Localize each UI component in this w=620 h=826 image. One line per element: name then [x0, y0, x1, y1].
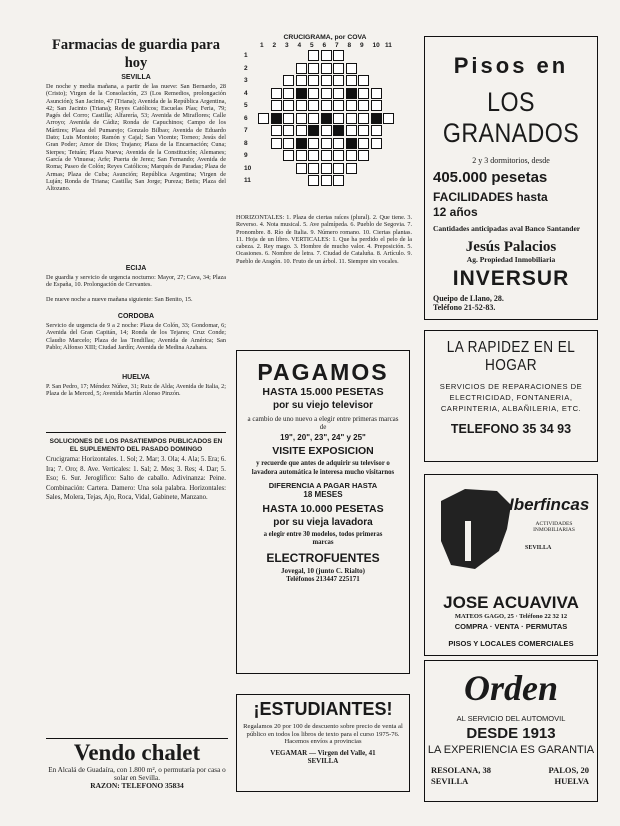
crossword-cell [358, 75, 369, 86]
crossword-cell [271, 113, 282, 124]
huelva-header: HUELVA [122, 374, 150, 381]
crossword-row-number: 10 [244, 164, 252, 172]
pisos-text: Cantidades anticipadas aval Banco Santander [433, 224, 581, 234]
crossword-cell [296, 63, 307, 74]
crossword-cell [308, 163, 319, 174]
pisos-agent: Jesús Palacios [465, 239, 557, 256]
crossword-col-number: 7 [335, 42, 339, 49]
ecija-note: De nueve noche a nueve mañana siguiente: San Benito, 15. [46, 296, 193, 303]
iberfincas-address: MATEOS GAGO, 25 · Teléfono 22 32 12 [454, 613, 568, 620]
estudiantes-title: ¡ESTUDIANTES! [253, 699, 393, 719]
pagamos-meses: 18 MESES [303, 489, 343, 499]
pagamos-brand: ELECTROFUENTES [266, 551, 380, 566]
iberfincas-services2: PISOS Y LOCALES COMERCIALES [448, 639, 574, 648]
crossword-cell [358, 150, 369, 161]
crossword-col-number: 10 [372, 42, 380, 49]
pagamos-address: Jovegal, 10 (junto C. Rialto) [281, 567, 365, 576]
crossword-cell [333, 163, 344, 174]
orden-slogan: LA EXPERIENCIA ES GARANTIA [427, 744, 595, 757]
orden-ad [424, 660, 598, 802]
crossword-cell [271, 125, 282, 136]
pagamos-sub3: HASTA 10.000 PESETAS [262, 502, 384, 515]
pagamos-sub2: por su viejo televisor [272, 400, 374, 411]
ecija-header: ECIJA [125, 265, 147, 272]
divider [46, 432, 226, 433]
pisos-dorm: 2 y 3 dormitorios, desde [472, 156, 550, 165]
crossword-row-number: 7 [244, 127, 248, 134]
crossword-cell [346, 75, 357, 86]
crossword-cell [346, 113, 357, 124]
crossword-cell [321, 113, 332, 124]
crossword-row-number: 5 [244, 102, 248, 109]
crossword-cell [283, 113, 294, 124]
crossword-cell [308, 175, 319, 186]
crossword-col-number: 11 [385, 42, 392, 49]
solutions-section [46, 436, 226, 705]
rapidez-phone: TELEFONO 35 34 93 [450, 422, 572, 436]
crossword-clues: HORIZONTALES: 1. Plaza de ciertas raíces (plural). 2. Que tiene. 3. Reverso. 4. Nota musical. 5. Ave palmípeda. 6. Pueblo de Segovia. 7. Pronombre. 8. Río de Italia. 9. Número romano. 10. Ciertas plantas. 11. Hoja de un libro. VERTICALES: 1. Que ha perdido el pelo de la cabeza. 2. Rey mago. 3. Hombre de mucho valor. 4. Preposición. 5. Ocasiones. 6. Nombre de letra. 7. Ciudad de Cataluña. 8. Artículo. 9. Pueblo de Aragón. 10. Fruto de un árbol. 11. Siempre sin vocales. [236, 214, 412, 265]
crossword-cell [371, 113, 382, 124]
crossword-grid [236, 42, 414, 212]
crossword-cell [383, 113, 394, 124]
pisos-agent-sub: Ag. Propiedad Inmobiliaria [466, 255, 556, 265]
orden-addr2: PALOS, 20 [548, 765, 589, 775]
pisos-address: Queipo de Llano, 28. [433, 293, 504, 303]
iberfincas-brand: Iberfincas [509, 495, 590, 514]
pagamos-ad [236, 350, 410, 674]
crossword-col-number: 1 [260, 42, 264, 49]
crossword-cell [283, 138, 294, 149]
crossword-cell [296, 150, 307, 161]
crossword-col-number: 3 [285, 42, 289, 49]
crossword-col-number: 9 [360, 42, 364, 49]
crossword-cell [358, 113, 369, 124]
pisos-company: INVERSUR [452, 266, 570, 290]
crossword-col-number: 5 [310, 42, 314, 49]
pagamos-text1: a cambio de uno nuevo a elegir entre primeras marcas de [247, 415, 399, 432]
crossword-col-number: 4 [297, 42, 302, 49]
vendo-text: En Alcalá de Guadaíra, con 1.800 m², o permutaría por casa o solar en Sevilla. [48, 766, 226, 783]
crossword-cell [283, 88, 294, 99]
crossword-cell [346, 163, 357, 174]
iberfincas-sub: ACTIVIDADES INMOBILIARIAS [533, 521, 575, 533]
crossword-cell [333, 138, 344, 149]
crossword-cell [258, 113, 269, 124]
crossword-row-number: 11 [244, 177, 251, 184]
crossword-cell [358, 100, 369, 111]
pisos-years: 12 años [433, 205, 478, 220]
crossword-cell [333, 88, 344, 99]
pharmacy-section [46, 36, 226, 452]
crossword-cell [346, 63, 357, 74]
crossword-cell [308, 138, 319, 149]
crossword-cell [321, 175, 332, 186]
crossword-cell [346, 150, 357, 161]
crossword-cell [271, 100, 282, 111]
crossword-cell [333, 175, 344, 186]
crossword-row-number: 9 [244, 152, 248, 159]
crossword-col-number: 2 [272, 42, 277, 49]
crossword-cell [333, 100, 344, 111]
sevilla-header: SEVILLA [121, 74, 151, 81]
crossword-cell [283, 125, 294, 136]
crossword-cell [296, 88, 307, 99]
vendo-chalet-ad [46, 740, 228, 791]
estudiantes-ad [236, 694, 410, 792]
crossword-cell [321, 50, 332, 61]
giralda-tower-icon [465, 521, 471, 561]
crossword-cell [308, 75, 319, 86]
crossword-cell [321, 63, 332, 74]
vendo-contact: RAZON: TELEFONO 35834 [90, 781, 184, 791]
crossword-col-number: 8 [347, 42, 352, 49]
crossword-cell [346, 100, 357, 111]
crossword-cell [283, 150, 294, 161]
pisos-title: Pisos en [453, 53, 569, 78]
iberfincas-owner: JOSE ACUAVIVA [443, 593, 579, 612]
crossword-cell [296, 138, 307, 149]
pagamos-sub1: HASTA 15.000 PESETAS [262, 386, 384, 398]
crossword-cell [358, 125, 369, 136]
estudiantes-address: VEGAMAR — Virgen del Valle, 41 [270, 748, 376, 757]
crossword-cell [296, 113, 307, 124]
estudiantes-city: SEVILLA [307, 756, 339, 765]
crossword-cell [371, 100, 382, 111]
vendo-title: Vendo chalet [73, 740, 201, 765]
pagamos-title: PAGAMOS [257, 359, 389, 385]
pisos-price: 405.000 pesetas [433, 169, 548, 187]
crossword-cell [321, 163, 332, 174]
crossword-cell [346, 125, 357, 136]
crossword-cell [371, 88, 382, 99]
crossword-cell [321, 138, 332, 149]
orden-sub: AL SERVICIO DEL AUTOMOVIL [456, 714, 566, 723]
pagamos-dif: DIFERENCIA A PAGAR HASTA [268, 480, 378, 490]
solutions-header: SOLUCIONES DE LOS PASATIEMPOS PUBLICADOS EN EL SUPLEMENTO DEL PASADO DOMINGO [49, 438, 223, 453]
pagamos-sub4: por su vieja lavadora [273, 516, 373, 528]
crossword-cell [333, 113, 344, 124]
crossword-cell [283, 75, 294, 86]
crossword-cell [346, 88, 357, 99]
crossword-cell [358, 88, 369, 99]
crossword-cell [308, 150, 319, 161]
crossword-row-number: 4 [244, 89, 248, 97]
crossword-cell [308, 113, 319, 124]
ecija-text: De guardia y servicio de urgencia nocturno: Mayor, 27; Cava, 34; Plaza de España, 10. Prolongación de Cervantes. [46, 274, 226, 289]
spain-map-icon [435, 481, 515, 577]
crossword-cell [308, 125, 319, 136]
pisos-ad [424, 36, 598, 320]
solutions-text: Crucigrama: Horizontales. 1. Sol; 2. Mar; 3. Ola; 4. Ala; 5. Era; 6. Ira; 7. Oro; 8. Ave. Verticales: 1. Sal; 2. Mes; 3. Res; 4. Dar; 5. Eso; 6. Sur. Jeroglífico: Salto de caballo. Adivinanza: Peine. Combinación: Cartera. Damero: Una sola palabra. Horizontales: Sales, Molera, Tejas, Ajo, Roca, Vidal, Gabinete, Manzano. [46, 456, 226, 502]
pisos-name: LOS GRANADOS [442, 87, 580, 148]
crossword-col-number: 6 [322, 42, 327, 49]
orden-addr1: RESOLANA, 38 [431, 765, 491, 775]
rapidez-title: LA RAPIDEZ EN EL HOGAR [446, 339, 576, 374]
pagamos-text3: a elegir entre 30 modelos, todos primeras marcas [263, 530, 383, 547]
crossword-cell [308, 100, 319, 111]
crossword-cell [333, 150, 344, 161]
crossword-cell [283, 100, 294, 111]
cordoba-header: CORDOBA [117, 313, 155, 320]
orden-city1: SEVILLA [431, 776, 469, 786]
crossword-row-number: 1 [244, 52, 248, 59]
crossword-cell [271, 88, 282, 99]
crossword-cell [271, 138, 282, 149]
crossword-cell [321, 88, 332, 99]
crossword-title: CRUCIGRAMA, por COVA [283, 34, 367, 41]
iberfincas-ad [424, 474, 598, 656]
crossword-cell [308, 88, 319, 99]
crossword-cell [346, 138, 357, 149]
crossword-cell [371, 125, 382, 136]
crossword-row-number: 3 [244, 77, 248, 84]
rapidez-ad [424, 330, 598, 462]
crossword-cell [371, 138, 382, 149]
crossword-cell [333, 50, 344, 61]
crossword-cell [333, 125, 344, 136]
orden-since: DESDE 1913 [466, 725, 556, 743]
orden-city2: HUELVA [554, 776, 589, 786]
iberfincas-services: COMPRA · VENTA · PERMUTAS [454, 622, 568, 631]
crossword-cell [296, 163, 307, 174]
estudiantes-text: Regalamos 20 por 100 de descuento sobre precio de venta al público en todos los libros de texto para el curso 1975-76. Hacemos envíos a provincias [243, 723, 403, 746]
crossword-cell [321, 75, 332, 86]
huelva-text: P. San Pedro, 17; Méndez Núñez, 31; Ruiz de Alda; Avenida de Italia, 2; Plaza de la Merced, 5; Avenida Martín Alonso Pinzón. [46, 383, 226, 398]
pagamos-text2: y recuerde que antes de adquirir su televisor o lavadora automática le interesa mucho visitarnos [251, 460, 395, 476]
crossword-cell [296, 75, 307, 86]
crossword-cell [358, 138, 369, 149]
pharmacy-title: Farmacias de guardia para hoy [52, 37, 220, 71]
pagamos-phones: Teléfonos 213447 225171 [286, 575, 360, 584]
crossword-cell [321, 150, 332, 161]
crossword-cell [333, 63, 344, 74]
iberfincas-city: SEVILLA [525, 545, 552, 551]
pisos-facilidades: FACILIDADES hasta [433, 190, 548, 205]
crossword-cell [296, 100, 307, 111]
pagamos-visite: VISITE EXPOSICION [272, 445, 374, 458]
crossword-cell [296, 125, 307, 136]
sevilla-text: De noche y media mañana, a partir de las nueve: San Bernardo, 28 (Cristo); Virgen de la Consolación, 23 (Los Remedios, prolongación Asunción); San Jacinto, 47 (Triana); Avenida de la República Argentina, 42; San Jacinto (Triana); Reyes Católicos; Escuelas Pías; Feria, 79; Pagés del Corro; Castilla; Alfarería, 53; Avenida de Miraflores; Calle Arroyo; Avenida de Cádiz; Ronda de Capuchinos; Campo de los Mártires; Plaza del Pumarejo; Gonzalo Bilbao; Avenida de Eduardo Dato; Luis Montoto; Ramón y Cajal; San Vicente; Torneo; Jesús del Gran Poder; Amor de Dios; Trajano; Plaza de la Encarnación; Cuna; Sierpes; Tetuán; Plaza Nueva; Avenida de la Constitución; Alemanes; García de Vinuesa; Arfe; Puerta de Jerez; San Fernando; Avenida de Roma; Paseo de Colón; Reyes Católicos; Marqués de Paradas; Plaza de Armas; Plaza de Cuba; Asunción; República Argentina; Virgen de Luján; Ronda de Triana; Castilla; San Jorge; Pureza; Betis; Plaza del Altozano. [46, 83, 226, 193]
crossword-row-number: 2 [244, 64, 248, 72]
rapidez-text: SERVICIOS DE REPARACIONES DE ELECTRICIDAD, FONTANERIA, CARPINTERIA, ALBAÑILERIA, ETC. [439, 382, 583, 413]
crossword-row-number: 8 [244, 139, 248, 147]
pagamos-sizes: 19", 20", 23", 24" y 25" [280, 433, 366, 443]
crossword-cell [321, 125, 332, 136]
crossword-row-number: 6 [244, 114, 248, 122]
pisos-phone: Teléfono 21-52-83. [433, 302, 496, 312]
crossword-cell [308, 63, 319, 74]
divider [46, 738, 228, 739]
crossword-cell [333, 75, 344, 86]
crossword-cell [308, 50, 319, 61]
cordoba-text: Servicio de urgencia de 9 a 2 noche: Plaza de Colón, 33; Gondomar, 6; Avenida del Gran Capitán, 14; Ronda de los Tejares; Cruz Conde; Claudio Marcelo; Plaza de las Tendillas; Avenida de América; San Pablo; Alfonso XIII; Ciudad Jardín; Avenida de Medina Azahara. [46, 322, 226, 351]
crossword-cell [321, 100, 332, 111]
orden-brand: Orden [463, 668, 558, 708]
